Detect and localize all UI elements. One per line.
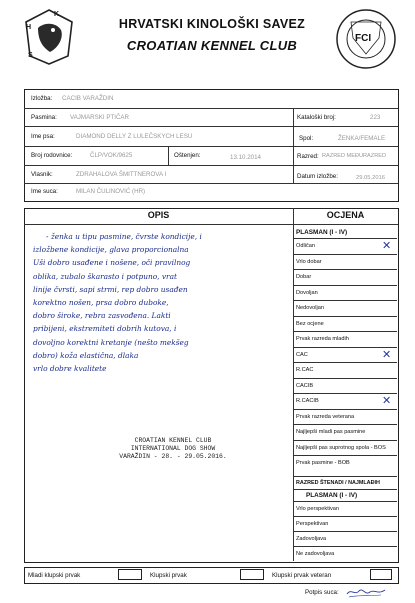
rodovnik-label: Broj rodovnice:	[31, 152, 73, 159]
ocjena-column	[294, 224, 397, 561]
org-title-en: CROATIAN KENNEL CLUB	[126, 38, 298, 53]
puppy-grade-item[interactable]: Perspektivan	[296, 521, 329, 527]
logo-letter-s: S	[28, 52, 33, 59]
stamp-line-3: VARAŽDIN - 28. - 29.05.2016.	[119, 453, 227, 460]
sudac-label: Ime suca:	[31, 188, 58, 195]
ocjena-item[interactable]: Dovoljan	[296, 289, 318, 296]
opis-line: dovoljno korektni kretanje (nešto mekšeg	[33, 337, 189, 347]
ocjena-item[interactable]: CAC	[296, 351, 308, 358]
pasmina-value: VAJMARSKI PTIČAR	[70, 114, 130, 121]
judge-signature	[345, 585, 387, 597]
opis-line: - ženka u tipu pasmine, čvrste kondicije, i	[46, 232, 202, 241]
logo-letter-h: H	[26, 24, 32, 31]
opis-line: korektno nošen, prsa dobro duboke,	[33, 298, 169, 307]
ocjena-item[interactable]: Dobar	[296, 274, 312, 280]
ocjena-item[interactable]: Vrlo dobar	[296, 258, 322, 265]
datum-value: 29.05.2016	[356, 175, 386, 181]
ocjena-item[interactable]: Bez ocjene	[296, 320, 324, 327]
klupski-box[interactable]	[240, 569, 264, 580]
puppy-grade-item[interactable]: Zadovoljava	[296, 536, 327, 542]
ocjena-item[interactable]: Prvak razreda mladih	[296, 336, 349, 342]
opis-line: Uši dobro usađene i nošene, oči pravilnog	[33, 258, 191, 268]
potpis-label: Potpis suca:	[305, 589, 339, 596]
plasman2-title: PLASMAN (I - IV)	[306, 492, 358, 499]
org-title-hr: HRVATSKI KINOLOŠKI SAVEZ	[118, 17, 306, 31]
ocjena-item[interactable]: Nedovoljan	[296, 305, 324, 311]
ime-psa-label: Ime psa:	[31, 133, 55, 140]
fci-text: FCI	[355, 33, 372, 44]
opis-line: pribijeni, ekstremiteti dobrih kutova, i	[33, 324, 177, 334]
logo-letter-k: K	[54, 11, 60, 18]
fci-logo	[335, 8, 397, 70]
ocjena-item[interactable]: Najljepši pas suprotnog spola - BOS	[296, 444, 386, 451]
ocjena-item[interactable]: Odličan	[296, 243, 315, 249]
vlasnik-value: ZDRAHALOVA ŠMITTNEROVA I	[76, 171, 167, 178]
ostenjen-value: 13.10.2014	[230, 154, 261, 161]
vlasnik-label: Vlasnik:	[31, 171, 53, 178]
ostenjen-label: Oštenjen:	[174, 152, 201, 159]
mladi-box[interactable]	[118, 569, 142, 580]
ocjena-item[interactable]: R.CAC	[296, 367, 314, 373]
ime-psa-value: DIAMOND DELLY Z LULEČSKYCH LESU	[76, 133, 193, 140]
ocjena-item[interactable]: Prvak pasmine - BOB	[296, 460, 350, 466]
katalog-label: Kataloški broj:	[297, 114, 336, 121]
check-x-mark: ✕	[382, 239, 392, 252]
opis-line: vrlo dobre kvalitete	[33, 364, 107, 373]
klupski-label: Klupski prvak	[150, 572, 187, 579]
razred-value: RAZRED MEĐURAZRED	[322, 153, 387, 159]
plasman-title: PLASMAN (I - IV)	[296, 229, 348, 236]
ocjena-item[interactable]: CACIB	[296, 382, 314, 389]
ocjena-item[interactable]: Najljepši mladi pas pasmine	[296, 429, 366, 435]
izlozba-label: Izložba:	[31, 95, 53, 102]
spol-label: Spol:	[299, 135, 314, 142]
opis-line: oblika, zubalo škarasto i potpuno, vrat	[33, 271, 177, 281]
opis-title: OPIS	[147, 210, 170, 220]
opis-line: dobro) koža elastična, dlaka	[33, 350, 139, 360]
stenad-title: RAZRED ŠTENADI / NAJMLAĐIH	[296, 480, 380, 486]
katalog-value: 223	[370, 114, 381, 121]
veteran-box[interactable]	[370, 569, 392, 580]
puppy-grade-item[interactable]: Vrlo perspektivan	[296, 506, 340, 512]
sudac-value: MILAN ČULINOVIĆ (HR)	[76, 188, 146, 195]
puppy-grade-item[interactable]: Ne zadovoljava	[296, 551, 335, 557]
check-x-mark: ✕	[382, 347, 392, 361]
stamp-line-2: INTERNATIONAL DOG SHOW	[130, 445, 216, 452]
ocjena-item[interactable]: Prvak razreda veterana	[296, 413, 355, 420]
razred-label: Razred:	[297, 153, 319, 160]
ocjena-item[interactable]: R.CACIB	[296, 398, 319, 404]
hks-logo	[24, 8, 74, 66]
pasmina-label: Pasmina:	[31, 114, 57, 121]
izlozba-value: CACIB VARAŽDIN	[62, 95, 114, 102]
stamp-line-1: CROATIAN KENNEL CLUB	[134, 437, 212, 444]
opis-line: linije čvrsti, sapi strmi, rep dobro usađen	[33, 284, 188, 294]
opis-line: izložbene kondicije, glava proporcionalna	[33, 245, 189, 255]
datum-label: Datum izložbe:	[297, 173, 338, 180]
show-stamp	[118, 437, 228, 461]
mladi-label: Mladi klupski prvak	[28, 572, 81, 579]
veteran-label: Klupski prvak veteran	[272, 572, 332, 579]
check-x-mark: ✕	[382, 394, 392, 407]
spol-value: ŽENKA/FEMALE	[338, 135, 386, 142]
opis-line: dobro široke, rebra zasvođena. Lakti	[33, 311, 171, 321]
rodovnik-value: ČLP/VOK/9625	[90, 152, 133, 159]
ocjena-title: OCJENA	[326, 210, 365, 220]
